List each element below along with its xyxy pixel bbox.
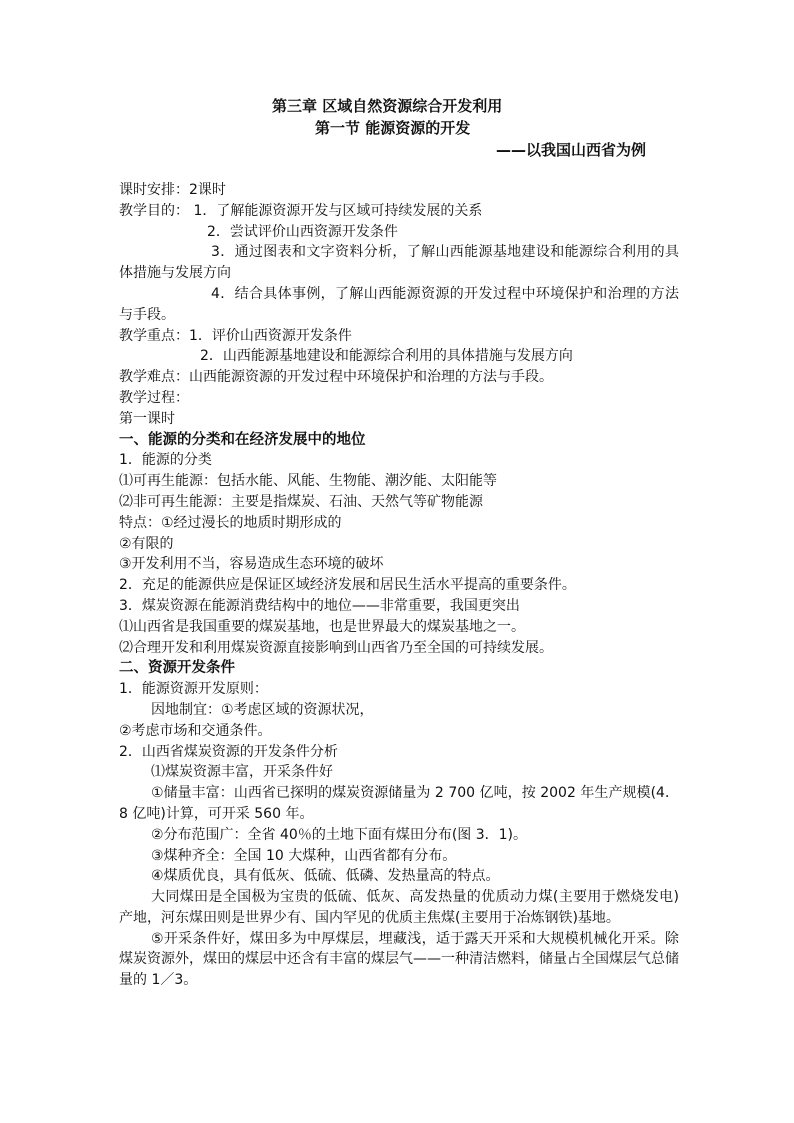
text-line: ⑴煤炭资源丰富，开采条件好 — [151, 764, 333, 781]
paragraph-text: ⑤开采条件好，煤田多为中厚煤层，埋藏浅，适于露天开采和大规模机械化开采。除煤炭资源外，煤田的煤层中还含有丰富的煤层气——一种清洁燃料，储量占全国煤层气总储量的 1／3。 — [119, 930, 679, 989]
text-line: ③煤种齐全：全国 10 大煤种，山西省都有分布。 — [151, 847, 457, 864]
text-paragraph — [119, 242, 679, 284]
paragraph-text: 3．通过图表和文字资料分析，了解山西能源基地建设和能源综合利用的具体措施与发展方向 — [119, 244, 679, 282]
text-line: 课时安排：2课时 — [119, 182, 226, 198]
document-body — [119, 180, 679, 991]
text-line: ⑵合理开发和利用煤炭资源直接影响到山西省乃至全国的可持续发展。 — [119, 639, 553, 656]
paragraph-text: 4．结合具体事例，了解山西能源资源的开发过程中环境保护和治理的方法与手段。 — [119, 285, 679, 323]
text-line: ⑵非可再生能源：主要是指煤炭、石油、天然气等矿物能源 — [119, 493, 483, 510]
text-line: ④煤质优良，具有低灰、低硫、低磷、发热量高的特点。 — [151, 868, 500, 885]
text-line: 3．煤炭资源在能源消费结构中的地位——非常重要，我国更突出 — [119, 597, 520, 614]
text-line: 教学目的： 1．了解能源资源开发与区域可持续发展的关系 — [119, 202, 483, 219]
text-line: 2．充足的能源供应是保证区域经济发展和居民生活水平提高的重要条件。 — [119, 577, 576, 594]
text-paragraph — [119, 929, 679, 991]
text-line: 第一课时 — [119, 410, 175, 427]
paragraph-text: 大同煤田是全国极为宝贵的低硫、低灰、高发热量的优质动力煤(主要用于燃烧发电)产地，河东煤田则是世界少有、国内罕见的优质主焦煤(主要用于冶炼钢铁)基地。 — [119, 889, 679, 926]
text-paragraph — [119, 887, 679, 929]
heading: 一、能源的分类和在经济发展中的地位 — [119, 431, 366, 448]
text-line: 教学过程： — [119, 389, 189, 406]
text-line: 1．能源资源开发原则： — [119, 681, 268, 698]
chapter-title: 第三章 区域自然资源综合开发利用 — [272, 97, 503, 115]
text-line: ②考虑市场和交通条件。 — [119, 722, 272, 739]
text-paragraph — [119, 284, 679, 326]
section-subtitle: ——以我国山西省为例 — [496, 141, 647, 159]
paragraph-text: ①储量丰富：山西省已探明的煤炭资源储量为 2 700 亿吨，按 2002 年生产规模(4．8 亿吨)计算，可开采 560 年。 — [119, 785, 679, 822]
section-title: 第一节 能源资源的开发 — [315, 119, 471, 137]
text-line: 2．山西省煤炭资源的开发条件分析 — [119, 743, 338, 760]
text-line: 特点：①经过漫长的地质时期形成的 — [119, 514, 342, 531]
text-line: 2．尝试评价山西资源开发条件 — [207, 223, 398, 240]
text-line: 因地制宜：①考虑区域的资源状况， — [151, 701, 374, 718]
text-line: ⑴山西省是我国重要的煤炭基地，也是世界最大的煤炭基地之一。 — [119, 618, 525, 635]
text-line: 教学难点：山西能源资源的开发过程中环境保护和治理的方法与手段。 — [119, 369, 553, 386]
text-line: 教学重点：1．评价山西资源开发条件 — [119, 327, 352, 344]
text-paragraph — [119, 783, 679, 825]
text-line: 2．山西能源基地建设和能源综合利用的具体措施与发展方向 — [200, 348, 573, 365]
text-line: ③开发利用不当，容易造成生态环境的破坏 — [119, 556, 384, 573]
text-line: ②分布范围广：全省 40％的土地下面有煤田分布(图 3．1)。 — [151, 826, 528, 843]
text-line: ⑴可再生能源：包括水能、风能、生物能、潮汐能、太阳能等 — [119, 473, 497, 490]
text-line: 1．能源的分类 — [119, 452, 212, 469]
text-line: ②有限的 — [119, 535, 174, 552]
heading: 二、资源开发条件 — [119, 660, 235, 677]
